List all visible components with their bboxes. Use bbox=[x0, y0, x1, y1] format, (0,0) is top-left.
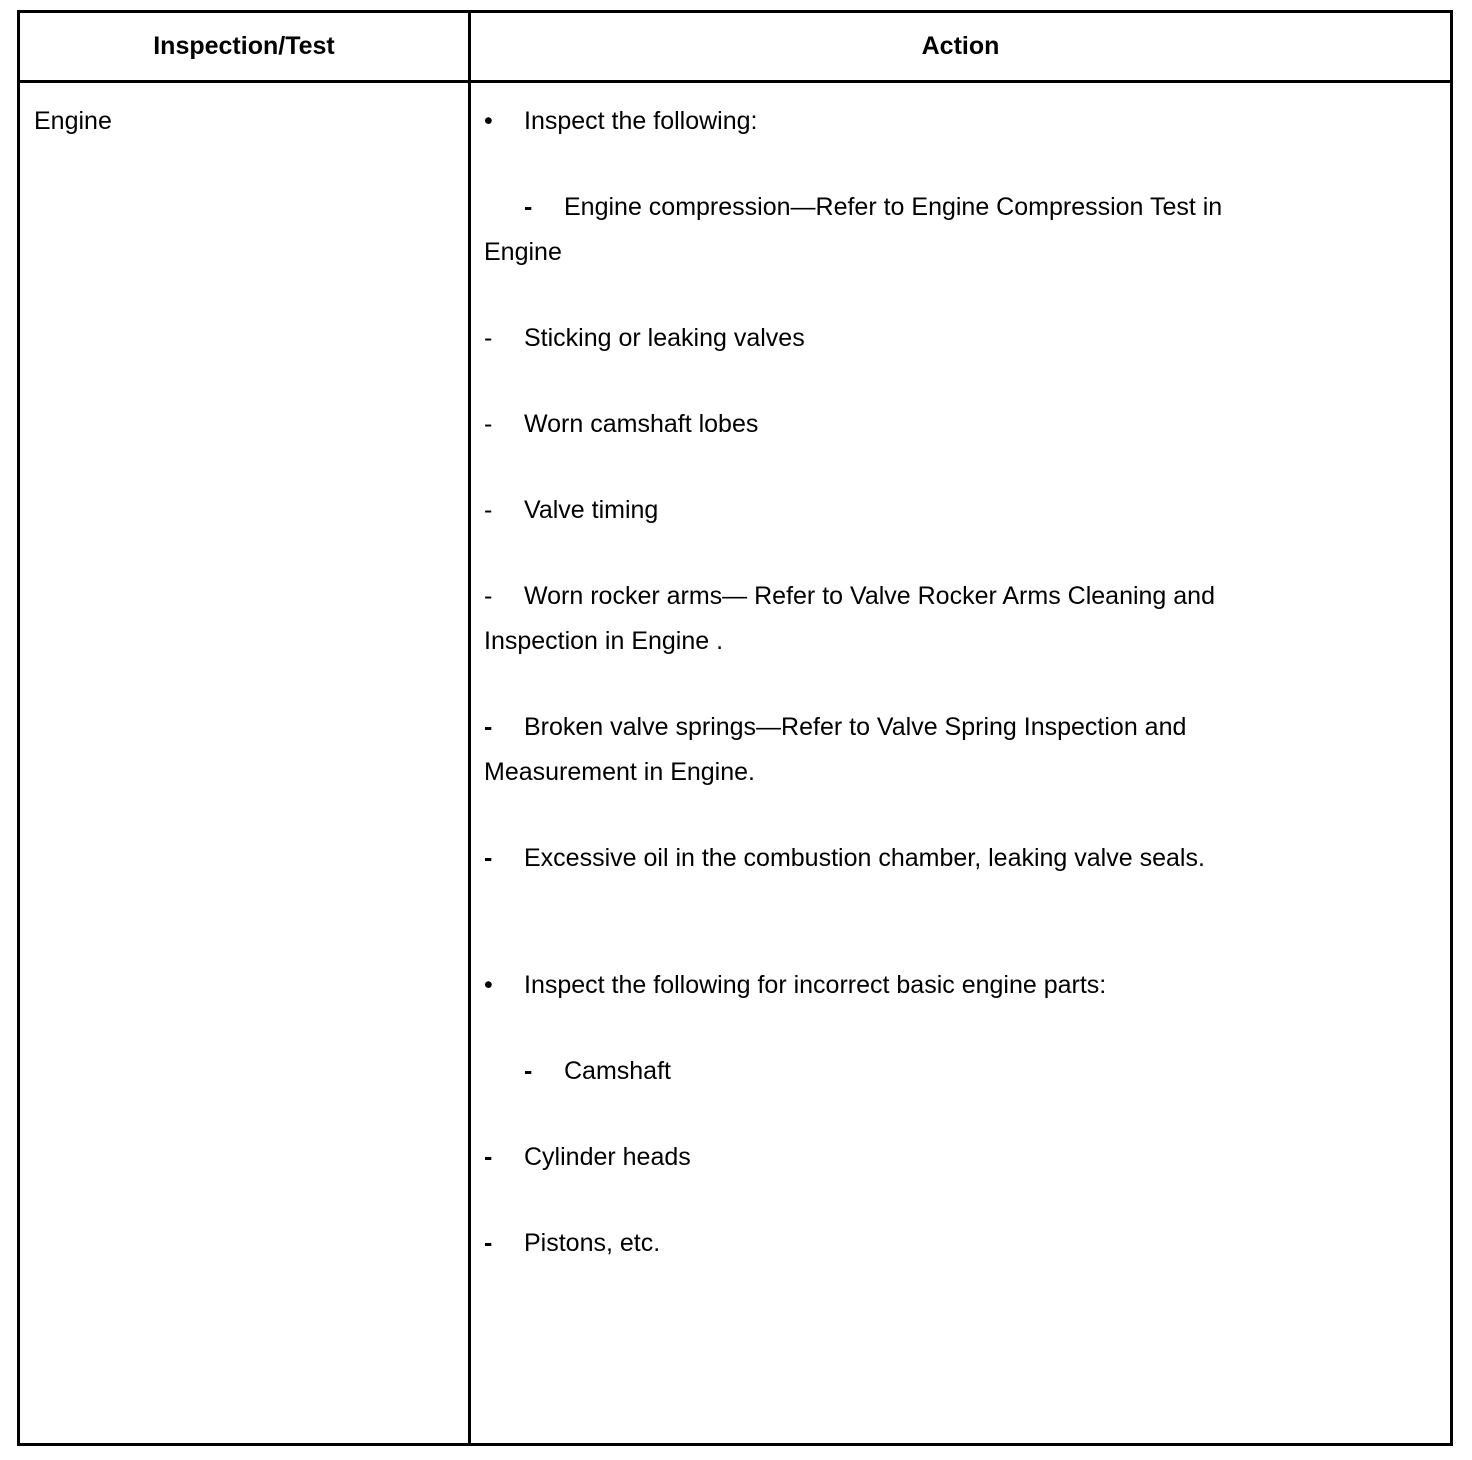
sub-item bbox=[484, 488, 658, 533]
sub-item-text: Camshaft bbox=[564, 1057, 671, 1085]
header-divider bbox=[20, 80, 1450, 83]
sub-item-continuation: Inspection in Engine . bbox=[484, 627, 724, 655]
sub-item-text: Engine compression—Refer to Engine Compression Test in bbox=[564, 193, 1223, 221]
bullet-text: Inspect the following for incorrect basic engine parts: bbox=[524, 971, 1107, 999]
header-action: Action bbox=[921, 32, 1000, 60]
bullet-marker: • bbox=[484, 971, 493, 999]
bullet-item bbox=[484, 99, 757, 144]
dash-marker: - bbox=[484, 1229, 493, 1257]
sub-item-continuation: Measurement in Engine. bbox=[484, 758, 755, 786]
sub-item bbox=[484, 1135, 691, 1180]
bullet-text: Inspect the following: bbox=[524, 107, 758, 135]
dash-marker: - bbox=[484, 844, 493, 872]
sub-item-text: Pistons, etc. bbox=[524, 1229, 661, 1257]
sub-item-continuation: Engine bbox=[484, 238, 562, 266]
inspection-cell-engine: Engine bbox=[34, 107, 112, 135]
column-divider bbox=[468, 13, 471, 1443]
sub-item bbox=[484, 185, 1222, 230]
sub-item bbox=[484, 1221, 660, 1266]
bullet-item bbox=[484, 963, 1106, 1008]
sub-item-text: Valve timing bbox=[524, 496, 659, 524]
sub-item bbox=[484, 316, 805, 361]
bullet-marker: • bbox=[484, 107, 493, 135]
dash-marker: - bbox=[524, 193, 533, 221]
dash-marker: - bbox=[484, 1143, 493, 1171]
sub-item-text: Worn rocker arms— Refer to Valve Rocker Arms Cleaning and bbox=[524, 582, 1215, 610]
sub-item-text: Excessive oil in the combustion chamber, leaking valve seals. bbox=[524, 844, 1205, 872]
dash-marker: - bbox=[484, 324, 493, 352]
sub-item bbox=[484, 705, 1186, 750]
dash-marker: - bbox=[524, 1057, 533, 1085]
dash-marker: - bbox=[484, 582, 493, 610]
sub-item-text: Worn camshaft lobes bbox=[524, 410, 759, 438]
sub-item bbox=[484, 1049, 671, 1094]
dash-marker: - bbox=[484, 496, 493, 524]
header-inspection-test: Inspection/Test bbox=[153, 32, 335, 60]
sub-item bbox=[484, 836, 1205, 881]
sub-item-text: Sticking or leaking valves bbox=[524, 324, 805, 352]
dash-marker: - bbox=[484, 713, 493, 741]
dash-marker: - bbox=[484, 410, 493, 438]
sub-item-text: Broken valve springs—Refer to Valve Spring Inspection and bbox=[524, 713, 1187, 741]
sub-item bbox=[484, 402, 758, 447]
sub-item-text: Cylinder heads bbox=[524, 1143, 691, 1171]
diagnostic-table bbox=[17, 10, 1453, 1446]
sub-item bbox=[484, 574, 1215, 619]
